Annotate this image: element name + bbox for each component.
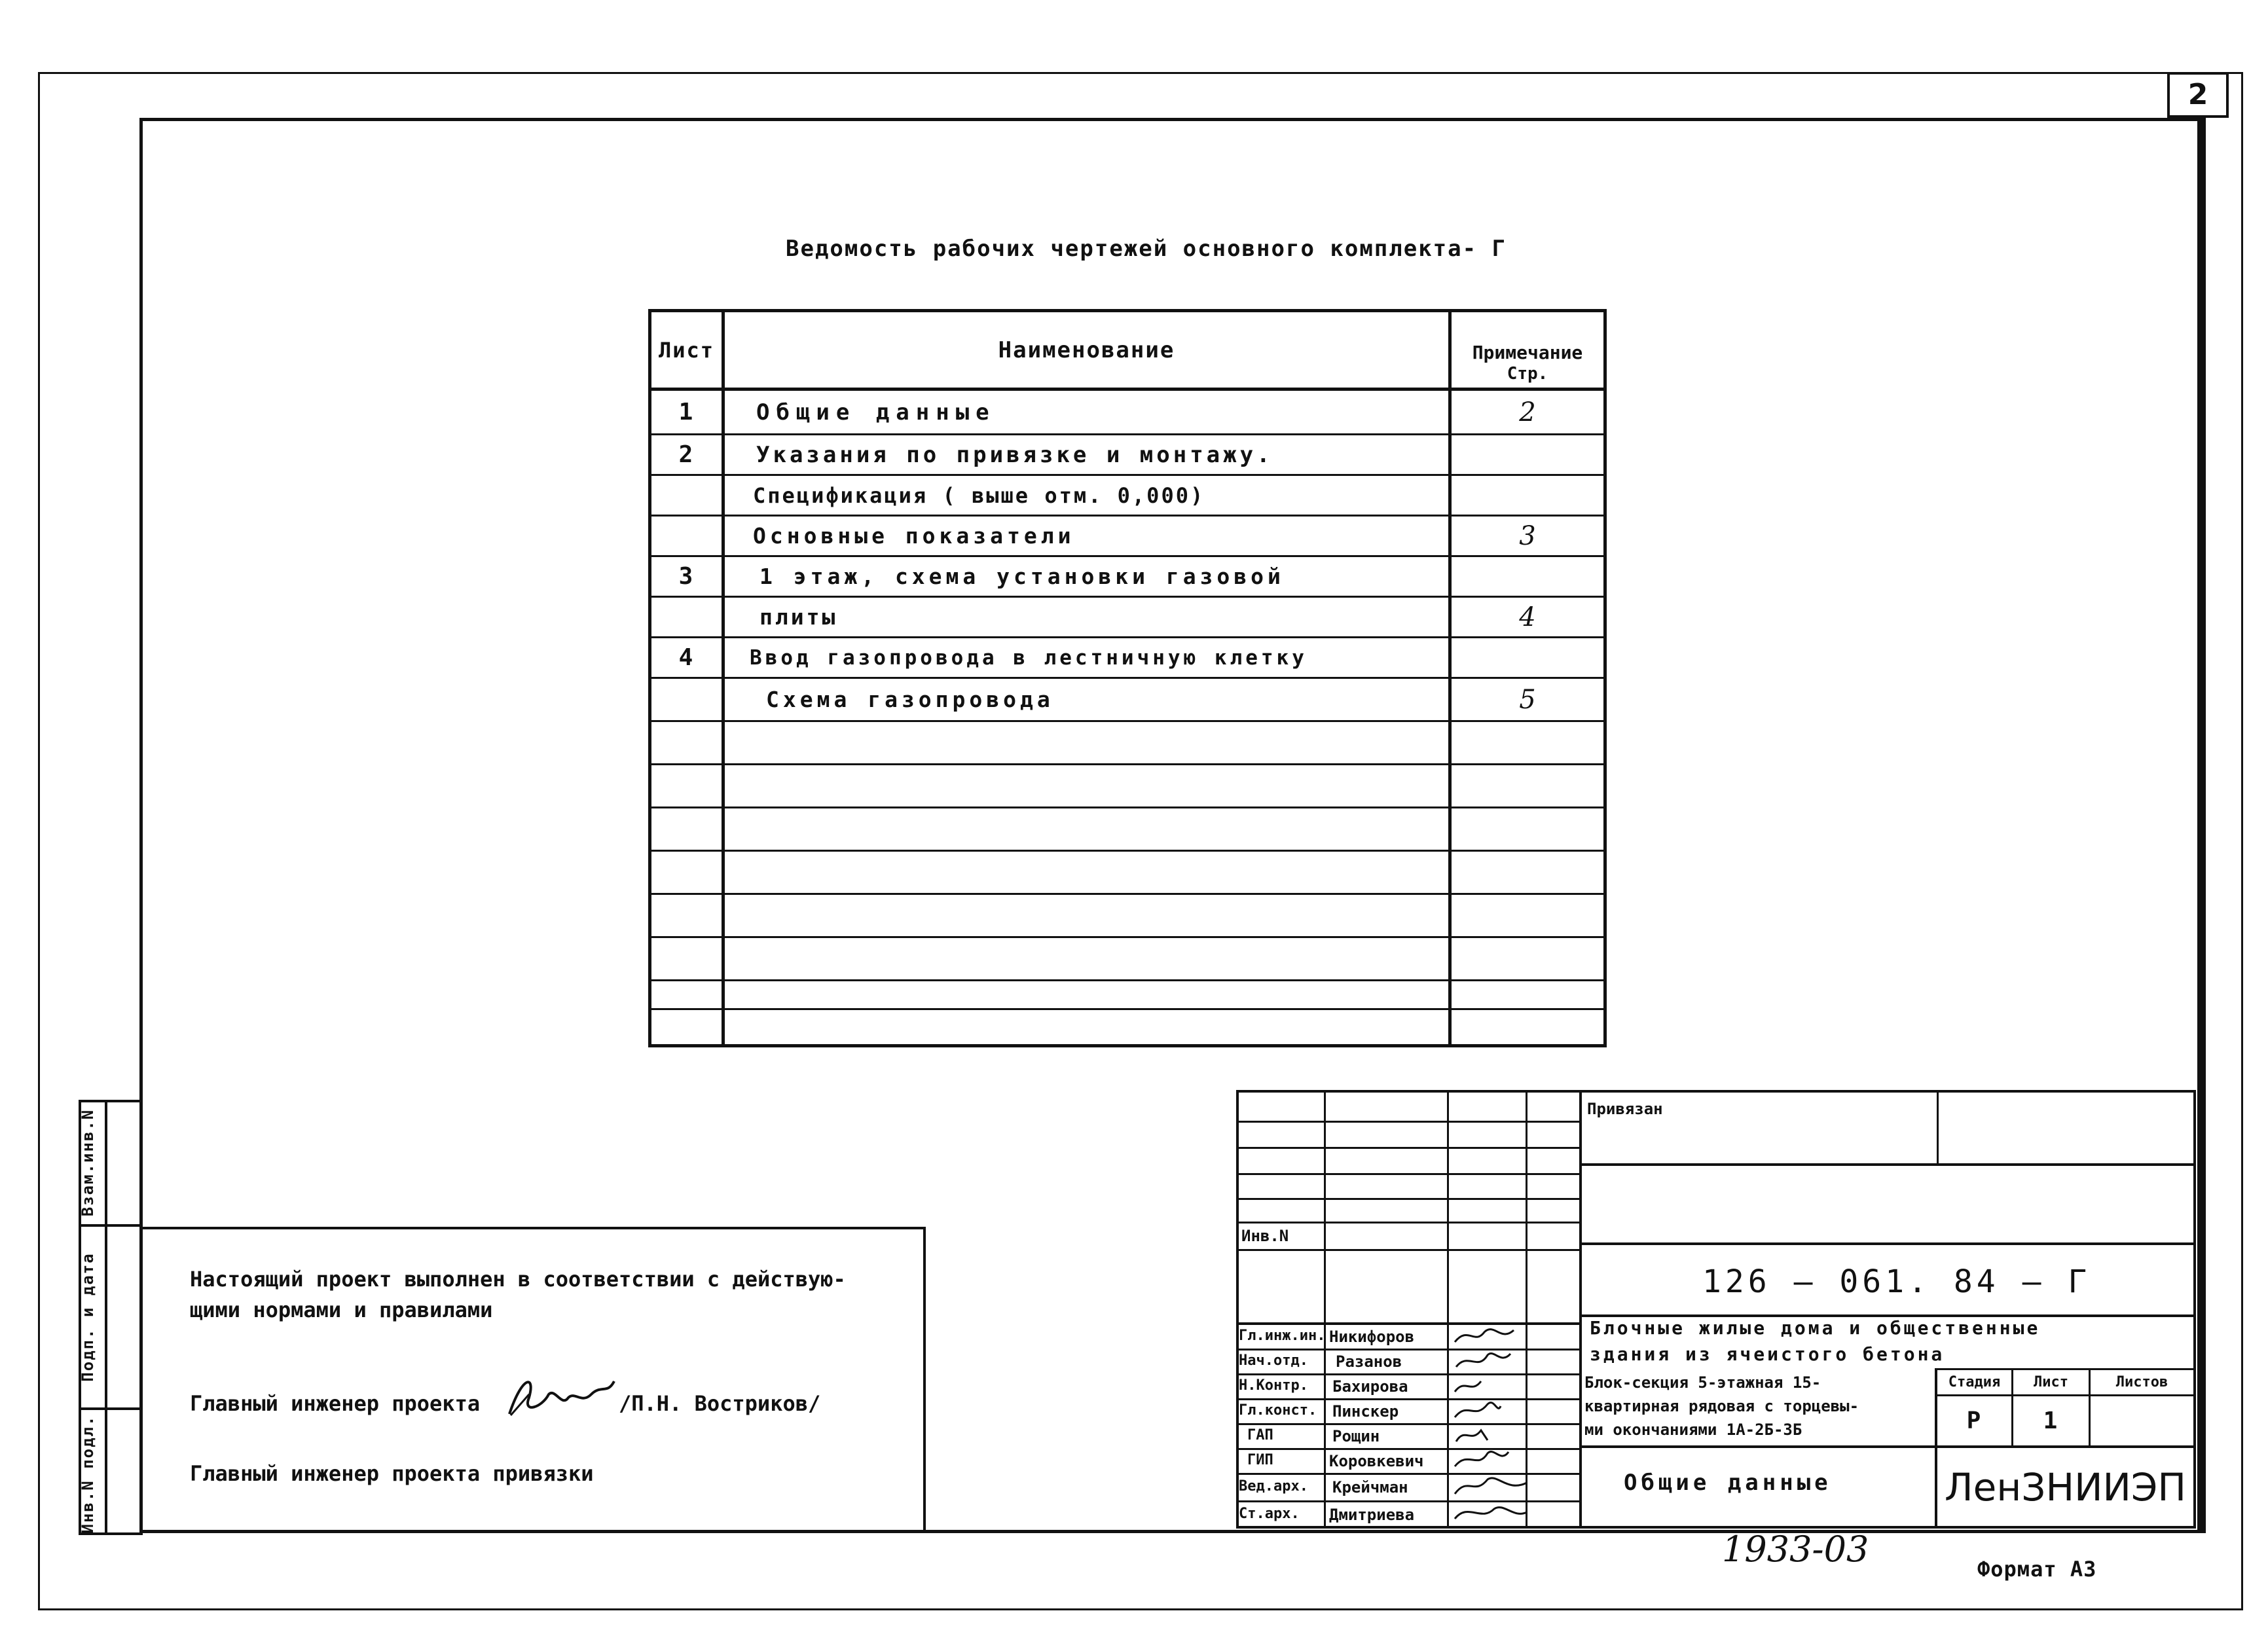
- header-note: Примечание: [1472, 342, 1583, 363]
- row-name: Основные показатели: [753, 523, 1075, 549]
- row-note: 4: [1519, 602, 1536, 632]
- row-note: 3: [1519, 520, 1536, 551]
- row-note: [1452, 557, 1603, 596]
- row-name: Спецификация ( выше отм. 0,000): [753, 482, 1205, 508]
- organization: ЛенЗНИИЭП: [1945, 1464, 2186, 1510]
- row-sheet: [651, 516, 722, 555]
- row-sheet: [651, 679, 722, 720]
- bound-label: Привязан: [1587, 1100, 1663, 1118]
- signer-name: Дмитриева: [1329, 1506, 1415, 1524]
- page-number: 2: [2187, 78, 2208, 111]
- signer-role: Н.Контр.: [1239, 1377, 1308, 1394]
- row-sheet: [651, 476, 722, 515]
- signer-name: Разанов: [1336, 1352, 1402, 1371]
- signer-name: Крейчман: [1332, 1478, 1408, 1496]
- object-line-2: квартирная рядовая с торцевы-: [1584, 1397, 1859, 1415]
- sheets-value: [2091, 1396, 2193, 1445]
- signer-role: Ст.арх.: [1239, 1506, 1300, 1522]
- statement-line-1: Настоящий проект выполнен в соответствии с действую-: [190, 1267, 846, 1292]
- project-title-1: Блочные жилые дома и общественные: [1590, 1317, 2041, 1339]
- signer-name: Пинскер: [1332, 1402, 1399, 1421]
- project-title-2: здания из ячеистого бетона: [1590, 1343, 1945, 1365]
- row-note: 2: [1519, 397, 1536, 427]
- sheet-value: 1: [2043, 1407, 2059, 1434]
- row-name: Ввод газопровода в лестничную клетку: [750, 645, 1308, 670]
- signer-role: Нач.отд.: [1239, 1352, 1308, 1369]
- row-sheet: [651, 598, 722, 636]
- signer-role: Вед.арх.: [1239, 1478, 1308, 1495]
- row-note: 5: [1519, 684, 1536, 715]
- side-stamp-inv-original: Инв.N подл.: [79, 1415, 97, 1534]
- signer-role: Гл.конст.: [1239, 1402, 1317, 1419]
- header-sheet: Лист: [658, 337, 715, 363]
- archive-number: 1933-03: [1722, 1529, 1869, 1570]
- row-sheet: 4: [678, 644, 695, 671]
- chief-engineer-label: Главный инженер проекта: [190, 1391, 481, 1416]
- stage-label: Стадия: [1948, 1374, 2001, 1390]
- object-line-3: ми окончаниями 1А-2Б-3Б: [1584, 1421, 1802, 1439]
- row-name: плиты: [759, 604, 838, 630]
- frame-shadow: [2201, 118, 2206, 1533]
- signatures: [1448, 1322, 1540, 1532]
- chief-engineer-name: /П.Н. Востриков/: [619, 1391, 821, 1416]
- row-note: [1452, 638, 1603, 677]
- object-line-1: Блок-секция 5-этажная 15-: [1584, 1373, 1821, 1392]
- sheet-title: Ведомость рабочих чертежей основного комплекта- Г: [786, 236, 1507, 262]
- row-note: [1452, 476, 1603, 515]
- row-sheet: 2: [678, 441, 695, 468]
- side-stamp-replaced-inv: Взам.инв.N: [79, 1108, 97, 1217]
- binding-engineer-label: Главный инженер проекта привязки: [190, 1461, 594, 1486]
- inv-label: Инв.N: [1241, 1227, 1289, 1245]
- header-name: Наименование: [998, 336, 1175, 363]
- sheets-label: Листов: [2115, 1374, 2168, 1390]
- row-name: Общие данные: [756, 399, 996, 426]
- statement-line-2: щими нормами и правилами: [190, 1297, 493, 1322]
- row-note: [1452, 435, 1603, 474]
- signer-role: ГАП: [1247, 1427, 1273, 1443]
- signer-name: Бахирова: [1332, 1377, 1408, 1396]
- row-sheet: 3: [678, 563, 695, 590]
- stage-value: Р: [1966, 1407, 1983, 1434]
- header-note-sub: Стр.: [1507, 364, 1548, 384]
- signer-name: Коровкевич: [1329, 1452, 1424, 1470]
- signer-name: Никифоров: [1329, 1328, 1415, 1346]
- format-label: Формат А3: [1977, 1557, 2097, 1582]
- signer-role: ГИП: [1247, 1452, 1273, 1468]
- sheet-name: Общие данные: [1624, 1470, 1832, 1496]
- sheet-label: Лист: [2034, 1374, 2068, 1390]
- row-sheet: 1: [678, 399, 695, 426]
- row-name: 1 этаж, схема установки газовой: [759, 564, 1285, 589]
- project-code: 126 — 061. 84 — Г: [1702, 1263, 2091, 1300]
- row-name: Указания по привязке и монтажу.: [756, 441, 1273, 468]
- row-name: Схема газопровода: [766, 687, 1054, 712]
- chief-engineer-signature: [503, 1368, 621, 1427]
- side-stamp-sign-date: Подп. и дата: [79, 1252, 97, 1382]
- signer-name: Рощин: [1332, 1427, 1380, 1445]
- signer-role: Гл.инж.ин.: [1239, 1328, 1326, 1344]
